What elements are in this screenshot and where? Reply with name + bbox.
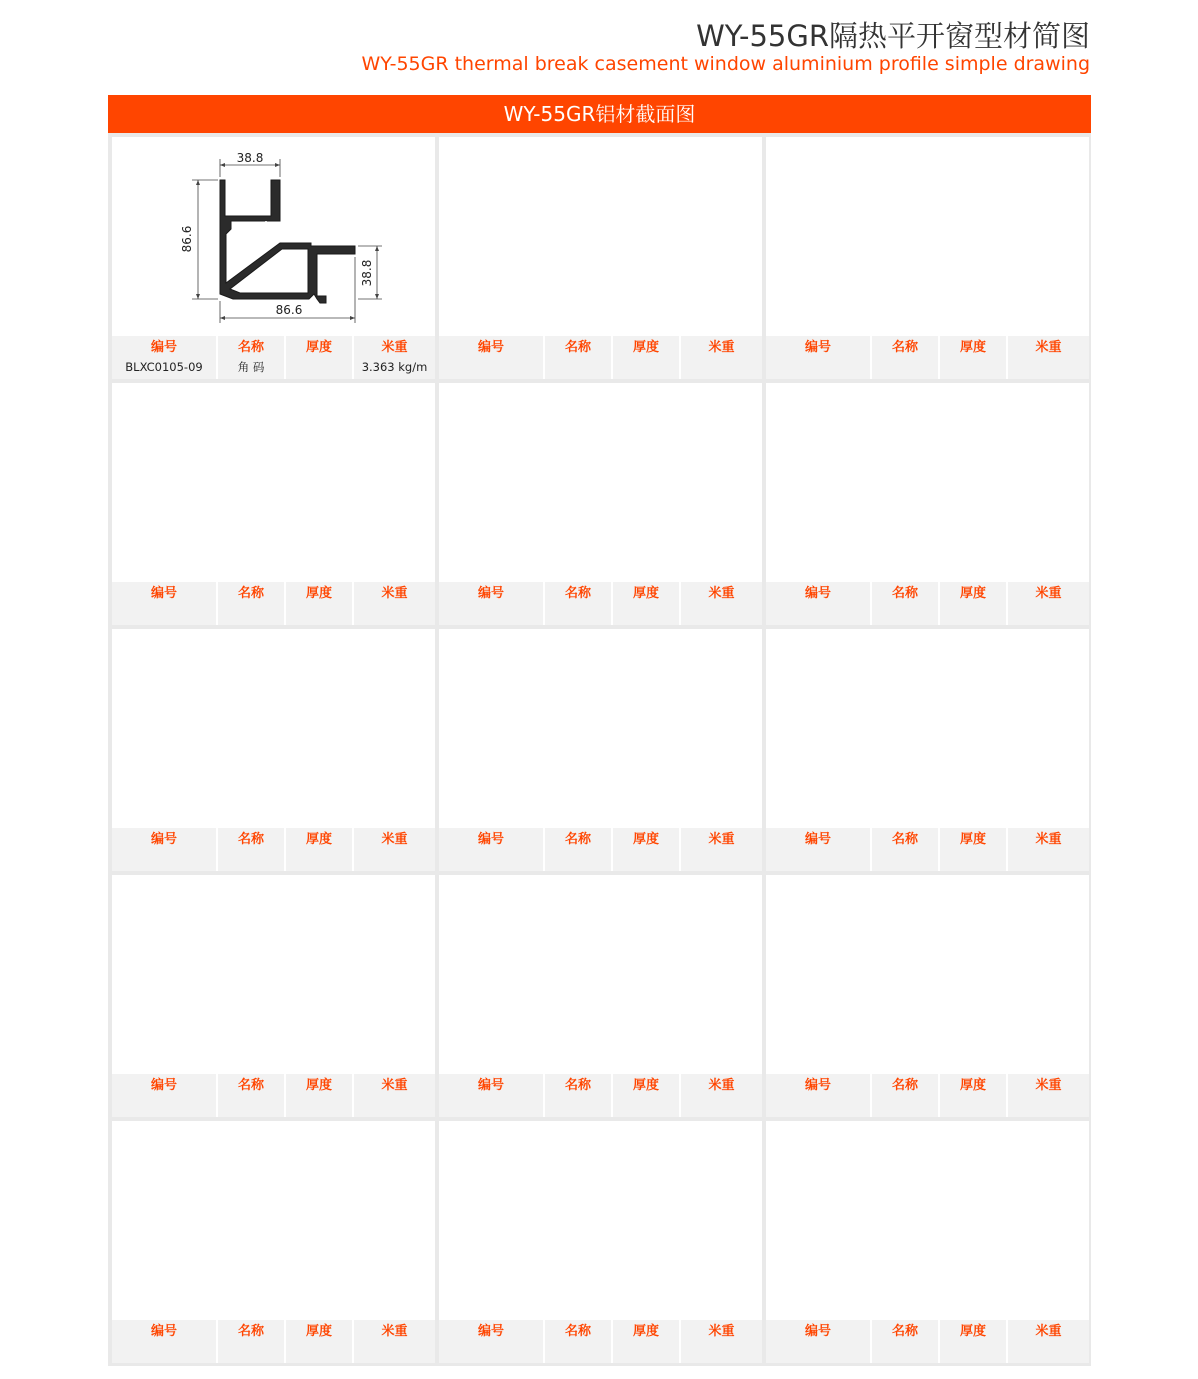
- name-value: [872, 1344, 938, 1363]
- weight-header: 米重: [1035, 586, 1062, 601]
- name-value: [872, 360, 938, 379]
- profile-drawing-area: [766, 1121, 1089, 1320]
- code-value: [439, 360, 543, 379]
- dim-top-label: 38.8: [236, 151, 264, 165]
- profile-card: [112, 383, 435, 625]
- thickness-header: 厚度: [632, 832, 659, 847]
- name-column: [216, 1320, 284, 1363]
- code-column: [112, 828, 216, 871]
- name-column: [870, 1320, 938, 1363]
- weight-header: 米重: [381, 1078, 408, 1093]
- code-header: 编号: [804, 832, 831, 847]
- code-value: [439, 852, 543, 871]
- dim-right-label: 38.8: [360, 259, 374, 287]
- name-column: [870, 1074, 938, 1117]
- profile-drawing-area: [112, 1121, 435, 1320]
- profile-drawing-area: [766, 875, 1089, 1074]
- name-header: 名称: [237, 832, 264, 847]
- weight-value: [681, 606, 762, 625]
- thickness-header: 厚度: [305, 1324, 332, 1339]
- code-value: [766, 1344, 870, 1363]
- code-value: [766, 1098, 870, 1117]
- thickness-header: 厚度: [632, 340, 659, 355]
- thickness-header: 厚度: [959, 1078, 986, 1093]
- weight-header: 米重: [381, 586, 408, 601]
- code-header: 编号: [150, 340, 177, 355]
- section-banner: WY-55GR铝材截面图: [108, 95, 1091, 133]
- name-column: [543, 1320, 611, 1363]
- name-column: [870, 336, 938, 379]
- weight-column: [1006, 582, 1089, 625]
- profile-card: [112, 1121, 435, 1363]
- name-value: [872, 1098, 938, 1117]
- profile-info-table: [112, 582, 435, 625]
- weight-column: [1006, 336, 1089, 379]
- thickness-column: [611, 828, 679, 871]
- weight-column: [679, 582, 762, 625]
- profile-card: [766, 1121, 1089, 1363]
- code-header: 编号: [804, 586, 831, 601]
- code-column: [439, 1074, 543, 1117]
- name-value: [218, 852, 284, 871]
- weight-column: [679, 828, 762, 871]
- thickness-header: 厚度: [959, 1324, 986, 1339]
- thickness-column: [284, 336, 352, 379]
- code-header: 编号: [150, 1324, 177, 1339]
- profile-drawing-area: [112, 875, 435, 1074]
- code-header: 编号: [477, 832, 504, 847]
- thickness-column: [938, 828, 1006, 871]
- code-header: 编号: [150, 832, 177, 847]
- name-column: [543, 336, 611, 379]
- code-value: [112, 606, 216, 625]
- weight-value: [354, 1344, 435, 1363]
- weight-header: 米重: [708, 586, 735, 601]
- name-column: [216, 582, 284, 625]
- name-column: [543, 582, 611, 625]
- name-value: [545, 360, 611, 379]
- name-header: 名称: [891, 832, 918, 847]
- profile-info-table: [766, 1320, 1089, 1363]
- corner-profile-drawing: [112, 137, 435, 336]
- weight-header: 米重: [381, 832, 408, 847]
- name-column: [870, 582, 938, 625]
- name-value: [218, 1344, 284, 1363]
- weight-value: [1008, 360, 1089, 379]
- thickness-header: 厚度: [632, 586, 659, 601]
- code-column: [112, 336, 216, 379]
- thickness-value: [940, 852, 1006, 871]
- code-header: 编号: [477, 586, 504, 601]
- thickness-header: 厚度: [959, 832, 986, 847]
- profile-card: [766, 875, 1089, 1117]
- thickness-header: 厚度: [305, 586, 332, 601]
- name-value: [545, 852, 611, 871]
- code-header: 编号: [804, 1078, 831, 1093]
- name-header: 名称: [891, 586, 918, 601]
- thickness-column: [611, 336, 679, 379]
- name-value: [872, 852, 938, 871]
- profile-card: [439, 629, 762, 871]
- name-header: 名称: [564, 1324, 591, 1339]
- thickness-value: [940, 360, 1006, 379]
- thickness-value: [613, 360, 679, 379]
- code-column: [766, 1320, 870, 1363]
- profile-drawing-area: [766, 137, 1089, 336]
- weight-column: [679, 336, 762, 379]
- thickness-value: [940, 606, 1006, 625]
- code-header: 编号: [804, 340, 831, 355]
- profile-card: [766, 383, 1089, 625]
- code-column: [766, 582, 870, 625]
- profile-info-table: [439, 336, 762, 379]
- profile-card: [439, 383, 762, 625]
- profile-drawing-area: [439, 137, 762, 336]
- profile-info-table: [439, 1074, 762, 1117]
- profile-card: [766, 137, 1089, 379]
- name-value: 角 码: [237, 360, 265, 374]
- profile-info-table: [439, 582, 762, 625]
- thickness-column: [938, 582, 1006, 625]
- profile-info-table: [439, 1320, 762, 1363]
- weight-column: [1006, 1320, 1089, 1363]
- code-column: [112, 1074, 216, 1117]
- name-value: [218, 606, 284, 625]
- profile-info-table: [766, 828, 1089, 871]
- weight-value: [354, 1098, 435, 1117]
- weight-value: [681, 852, 762, 871]
- code-column: [112, 582, 216, 625]
- thickness-value: [940, 1098, 1006, 1117]
- weight-column: [679, 1074, 762, 1117]
- profile-card: [112, 629, 435, 871]
- thickness-column: [611, 1074, 679, 1117]
- thickness-column: [284, 828, 352, 871]
- weight-value: [354, 852, 435, 871]
- name-header: 名称: [564, 832, 591, 847]
- code-value: [439, 1098, 543, 1117]
- profile-drawing-area: [439, 383, 762, 582]
- name-header: 名称: [564, 586, 591, 601]
- thickness-column: [284, 1320, 352, 1363]
- weight-header: 米重: [1035, 1324, 1062, 1339]
- thickness-value: [286, 1098, 352, 1117]
- weight-column: [679, 1320, 762, 1363]
- thickness-column: [611, 582, 679, 625]
- name-value: [218, 1098, 284, 1117]
- profile-info-table: [766, 582, 1089, 625]
- name-column: [543, 1074, 611, 1117]
- name-header: 名称: [237, 1324, 264, 1339]
- weight-column: [1006, 828, 1089, 871]
- code-value: [766, 360, 870, 379]
- code-header: 编号: [150, 1078, 177, 1093]
- profile-drawing-area: [112, 383, 435, 582]
- code-column: [439, 336, 543, 379]
- name-value: [545, 1098, 611, 1117]
- code-column: [766, 828, 870, 871]
- profile-card: [766, 629, 1089, 871]
- thickness-value: [286, 1344, 352, 1363]
- weight-header: 米重: [381, 1324, 408, 1339]
- profile-info-table: [766, 1074, 1089, 1117]
- weight-column: [352, 1320, 435, 1363]
- thickness-value: [286, 852, 352, 871]
- thickness-column: [284, 1074, 352, 1117]
- code-header: 编号: [804, 1324, 831, 1339]
- weight-column: [352, 828, 435, 871]
- code-column: [439, 1320, 543, 1363]
- profile-inner-web: [234, 221, 266, 231]
- weight-header: 米重: [1035, 340, 1062, 355]
- thickness-header: 厚度: [632, 1324, 659, 1339]
- code-column: [112, 1320, 216, 1363]
- name-value: [545, 606, 611, 625]
- code-value: [766, 606, 870, 625]
- code-value: [112, 1344, 216, 1363]
- name-header: 名称: [891, 1078, 918, 1093]
- code-header: 编号: [477, 340, 504, 355]
- name-header: 名称: [237, 1078, 264, 1093]
- code-value: [439, 606, 543, 625]
- thickness-header: 厚度: [959, 586, 986, 601]
- weight-value: [681, 360, 762, 379]
- profile-drawing-area: [112, 137, 435, 336]
- weight-header: 米重: [1035, 1078, 1062, 1093]
- profile-info-table: [112, 336, 435, 379]
- profile-drawing-area: [766, 629, 1089, 828]
- profile-card: [439, 137, 762, 379]
- thickness-value: [613, 1098, 679, 1117]
- profile-card: [112, 875, 435, 1117]
- page-subtitle: WY-55GR thermal break casement window aluminium profile simple drawing: [361, 53, 1090, 75]
- profile-card: [439, 1121, 762, 1363]
- profile-info-table: [766, 336, 1089, 379]
- profile-drawing-area: [766, 383, 1089, 582]
- code-value: [766, 852, 870, 871]
- thickness-column: [284, 582, 352, 625]
- weight-header: 米重: [1035, 832, 1062, 847]
- thickness-value: [940, 1344, 1006, 1363]
- profile-card: [112, 137, 435, 379]
- code-column: [439, 828, 543, 871]
- profile-drawing-area: [439, 875, 762, 1074]
- name-column: [543, 828, 611, 871]
- name-header: 名称: [891, 1324, 918, 1339]
- thickness-column: [938, 1074, 1006, 1117]
- thickness-column: [938, 1320, 1006, 1363]
- profile-info-table: [112, 828, 435, 871]
- weight-header: 米重: [708, 340, 735, 355]
- weight-column: [352, 1074, 435, 1117]
- profile-info-table: [112, 1320, 435, 1363]
- thickness-value: [286, 360, 352, 379]
- profile-info-table: [439, 828, 762, 871]
- weight-header: 米重: [708, 1078, 735, 1093]
- name-header: 名称: [891, 340, 918, 355]
- thickness-column: [938, 336, 1006, 379]
- profile-card: [439, 875, 762, 1117]
- thickness-header: 厚度: [305, 340, 332, 355]
- name-value: [872, 606, 938, 625]
- weight-column: [352, 582, 435, 625]
- page-title: WY-55GR隔热平开窗型材简图: [696, 19, 1090, 53]
- code-column: [766, 1074, 870, 1117]
- weight-header: 米重: [708, 1324, 735, 1339]
- code-value: [112, 852, 216, 871]
- name-header: 名称: [237, 340, 264, 355]
- code-column: [439, 582, 543, 625]
- weight-column: [352, 336, 435, 379]
- profile-grid: [108, 133, 1091, 1366]
- thickness-value: [613, 1344, 679, 1363]
- profile-drawing-area: [112, 629, 435, 828]
- thickness-header: 厚度: [305, 1078, 332, 1093]
- name-header: 名称: [564, 340, 591, 355]
- name-header: 名称: [564, 1078, 591, 1093]
- weight-header: 米重: [381, 340, 408, 355]
- name-column: [216, 1074, 284, 1117]
- thickness-header: 厚度: [305, 832, 332, 847]
- thickness-header: 厚度: [632, 1078, 659, 1093]
- code-header: 编号: [477, 1078, 504, 1093]
- thickness-value: [613, 606, 679, 625]
- name-column: [216, 828, 284, 871]
- weight-value: [681, 1344, 762, 1363]
- code-column: [766, 336, 870, 379]
- profile-info-table: [112, 1074, 435, 1117]
- weight-header: 米重: [708, 832, 735, 847]
- thickness-value: [613, 852, 679, 871]
- thickness-value: [286, 606, 352, 625]
- code-value: [439, 1344, 543, 1363]
- thickness-column: [611, 1320, 679, 1363]
- weight-value: 3.363 kg/m: [361, 360, 428, 374]
- code-header: 编号: [150, 586, 177, 601]
- code-value: [112, 1098, 216, 1117]
- name-column: [216, 336, 284, 379]
- code-header: 编号: [477, 1324, 504, 1339]
- weight-value: [1008, 852, 1089, 871]
- dim-left-label: 86.6: [180, 225, 194, 253]
- weight-value: [1008, 1344, 1089, 1363]
- weight-value: [1008, 1098, 1089, 1117]
- weight-value: [354, 606, 435, 625]
- name-column: [870, 828, 938, 871]
- weight-column: [1006, 1074, 1089, 1117]
- name-header: 名称: [237, 586, 264, 601]
- dim-bottom-label: 86.6: [275, 303, 303, 317]
- profile-drawing-area: [439, 1121, 762, 1320]
- profile-drawing-area: [439, 629, 762, 828]
- weight-value: [681, 1098, 762, 1117]
- code-value: BLXC0105-09: [125, 360, 203, 374]
- weight-value: [1008, 606, 1089, 625]
- name-value: [545, 1344, 611, 1363]
- thickness-header: 厚度: [959, 340, 986, 355]
